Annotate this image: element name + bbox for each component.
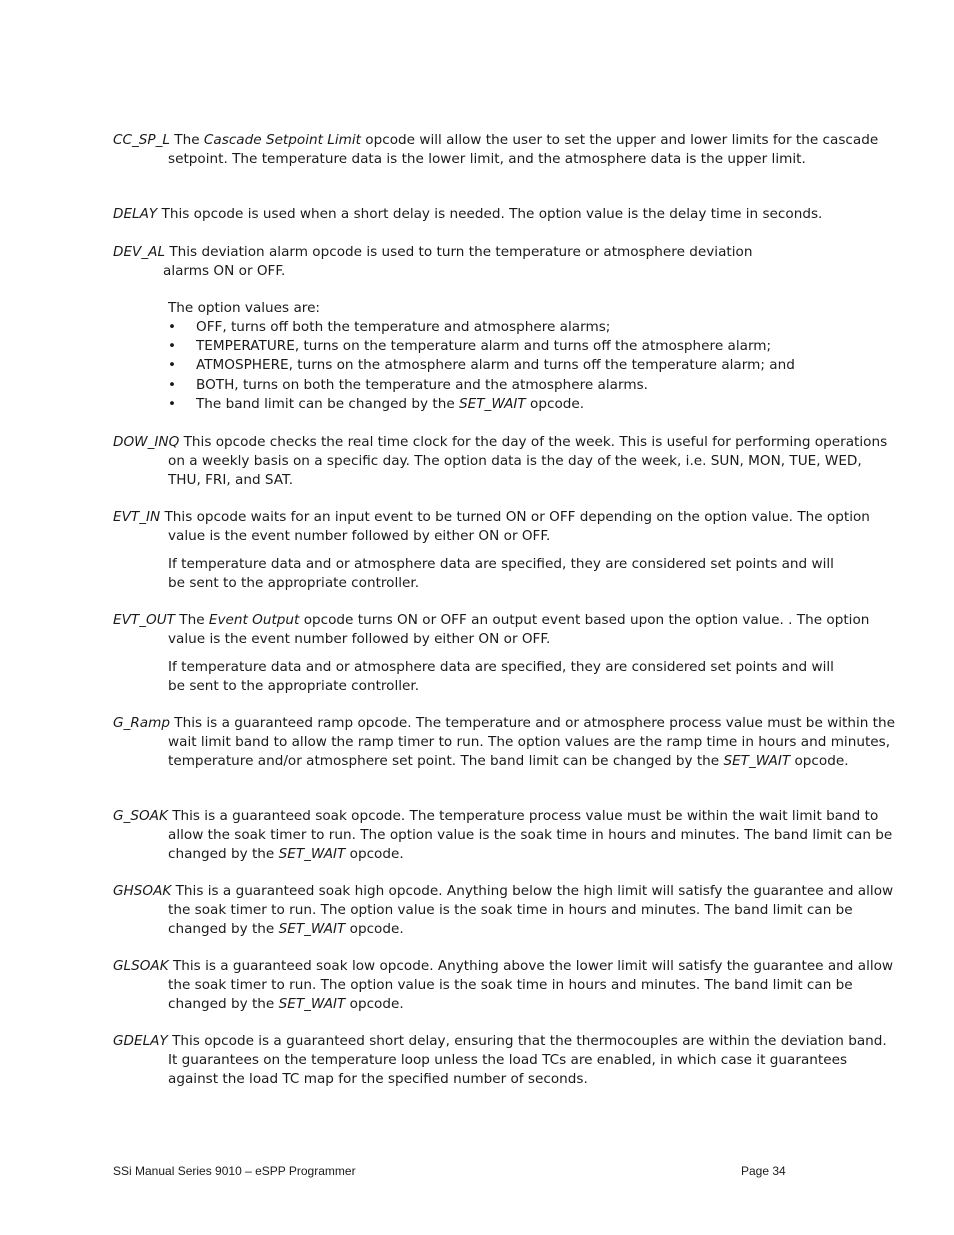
entry-evt-out-para2: If temperature data and or atmosphere data are specified, they are considered set points and will be sent to the appropriate controller. xyxy=(168,659,834,694)
opcode-name: G_Ramp xyxy=(113,715,170,731)
entry-text: This deviation alarm opcode is used to turn the temperature or atmosphere deviation xyxy=(165,244,753,260)
entry-text: This opcode waits for an input event to be turned ON or OFF depending on the option value. The option value is the event number followed by either ON or OFF. xyxy=(160,509,870,544)
options-intro: The option values are: xyxy=(168,300,321,316)
page-number: Page 34 xyxy=(741,1164,786,1178)
entry-emphasis: SET_WAIT xyxy=(278,846,346,862)
entry-text: opcode will allow the user to set the upper and lower limits for the cascade setpoint. The temperature data is the lower limit, and the atmosphere data is the upper limit. xyxy=(168,132,879,167)
entry-text: This opcode checks the real time clock for the day of the week. This is useful for performing operations on a weekly basis on a specific day. The option data is the day of the week, i.e. SUN, MON, TUE, WED, THU, FRI, and SAT. xyxy=(168,434,888,488)
entry-cc-sp-l xyxy=(113,131,896,169)
entry-emphasis: SET_WAIT xyxy=(459,395,526,412)
entry-text: This opcode is used when a short delay is needed. The option value is the delay time in seconds. xyxy=(157,206,823,222)
entry-evt-out xyxy=(113,611,896,649)
entry-text: opcode. xyxy=(345,921,404,937)
entry-glsoak xyxy=(113,957,896,1014)
entry-dev-al-line2 xyxy=(163,262,891,281)
entry-text: alarms ON or OFF. xyxy=(163,263,286,279)
list-item: • BOTH, turns on both the temperature and the atmosphere alarms. xyxy=(168,376,848,395)
entry-text: This is a guaranteed soak low opcode. Anything above the lower limit will satisfy the guarantee and allow the soak timer to run. The option value is the soak time in hours and minutes. The band limit can be changed by the xyxy=(168,958,894,1012)
entry-text: The band limit can be changed by the xyxy=(196,395,460,412)
opcode-name: GLSOAK xyxy=(113,958,169,974)
opcode-name: G_SOAK xyxy=(113,808,168,824)
entry-dev-al xyxy=(113,243,841,262)
list-item: • TEMPERATURE, turns on the temperature alarm and turns off the atmosphere alarm; xyxy=(168,337,848,356)
footer-title: SSi Manual Series 9010 – eSPP Programmer xyxy=(113,1164,356,1178)
entry-emphasis: Event Output xyxy=(208,612,300,628)
entry-text: This is a guaranteed soak opcode. The temperature process value must be within the wait limit band to allow the soak timer to run. The option value is the soak time in hours and minutes. The band limit can be changed by the xyxy=(167,808,893,862)
entry-ghsoak xyxy=(113,882,896,939)
entry-text: This opcode is a guaranteed short delay, ensuring that the thermocouples are within the deviation band. It guarantees on the temperature loop unless the load TCs are enabled, in which case it guarantees against the load TC map for the specified number of seconds. xyxy=(167,1033,887,1087)
entry-text: opcode. xyxy=(525,395,585,412)
entry-emphasis: SET_WAIT xyxy=(278,996,346,1012)
entry-emphasis: SET_WAIT xyxy=(723,753,791,769)
entry-text: opcode. xyxy=(790,753,849,769)
opcode-name: EVT_OUT xyxy=(113,612,175,628)
entry-gdelay xyxy=(113,1032,896,1089)
opcode-name: CC_SP_L xyxy=(113,132,170,148)
entry-emphasis: Cascade Setpoint Limit xyxy=(203,132,361,148)
opcode-name: GDELAY xyxy=(113,1033,168,1049)
list-item xyxy=(168,395,848,414)
entry-text: This is a guaranteed soak high opcode. Anything below the high limit will satisfy the guarantee and allow the soak timer to run. The option value is the soak time in hours and minutes. The band limit can be changed by the xyxy=(168,883,894,937)
entry-evt-in-para2: If temperature data and or atmosphere data are specified, they are considered set points and will be sent to the appropriate controller. xyxy=(168,556,834,591)
entry-text: The xyxy=(174,612,209,628)
option-list xyxy=(168,318,848,414)
opcode-name: GHSOAK xyxy=(113,883,172,899)
entry-text: opcode turns ON or OFF an output event based upon the option value. . The option value is the event number followed by either ON or OFF. xyxy=(168,612,870,647)
opcode-name: DELAY xyxy=(113,206,158,222)
entry-text: The xyxy=(169,132,204,148)
entry-dow-inq xyxy=(113,433,896,490)
entry-evt-in xyxy=(113,508,896,546)
list-item: • ATMOSPHERE, turns on the atmosphere alarm and turns off the temperature alarm; and xyxy=(168,356,848,375)
entry-emphasis: SET_WAIT xyxy=(278,921,346,937)
entry-text: This is a guaranteed ramp opcode. The temperature and or atmosphere process value must be within the wait limit band to allow the ramp timer to run. The option values are the ramp time in hours and minutes, temperature and/or atmosphere set point. The band limit can be changed by the xyxy=(168,715,895,769)
entry-text: opcode. xyxy=(345,846,404,862)
entry-g-soak xyxy=(113,807,896,864)
entry-text: opcode. xyxy=(345,996,404,1012)
entry-delay xyxy=(113,205,896,224)
opcode-name: EVT_IN xyxy=(113,509,161,525)
opcode-name: DOW_INQ xyxy=(113,434,180,450)
list-item: • OFF, turns off both the temperature and atmosphere alarms; xyxy=(168,318,848,337)
opcode-name: DEV_AL xyxy=(113,244,166,260)
entry-g-ramp xyxy=(113,714,896,771)
